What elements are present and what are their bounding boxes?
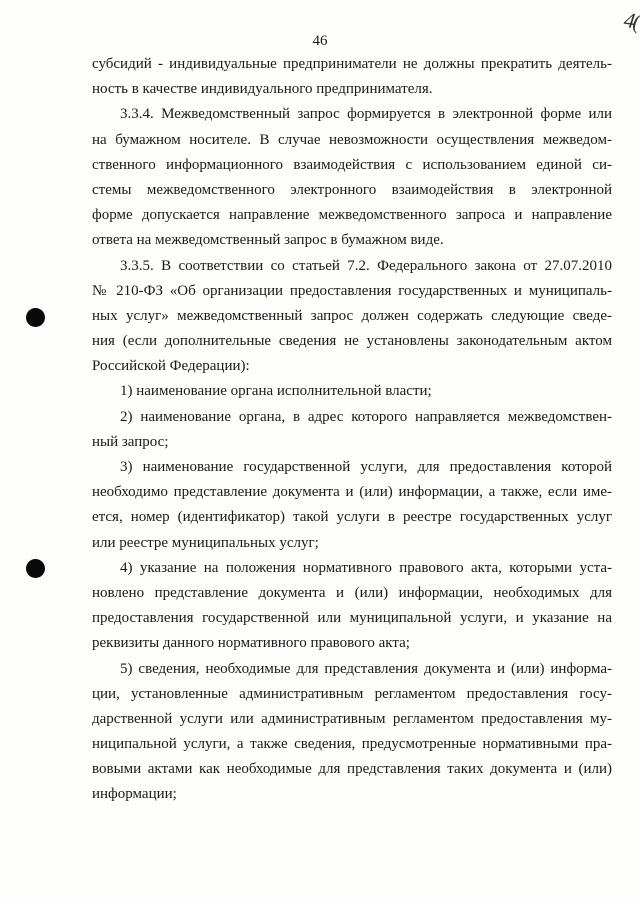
text-line: ется, номер (идентификатор) такой услуги в реестре государственных услуг	[92, 509, 612, 526]
text-line: новлено представление документа и (или) информации, необходимых для	[92, 584, 612, 601]
page-number: 46	[312, 33, 328, 49]
text-line: ния (если дополнительные сведения не установлены законодательным актом	[92, 333, 612, 350]
text-line: ответа на межведомственный запрос в бумажном виде.	[92, 232, 444, 249]
text-line: стемы межведомственного электронного взаимодействия в электронной	[92, 181, 612, 198]
text-line: ции, установленные административным регламентом предоставления госу-	[92, 685, 612, 702]
text-line: 3.3.4. Межведомственный запрос формируется в электронной форме или	[120, 106, 612, 123]
text-line: ных услуг» межведомственный запрос должен содержать следующие сведе-	[92, 307, 612, 324]
text-line: 5) сведения, необходимые для представления документа и (или) информа-	[120, 660, 612, 677]
text-line: субсидий - индивидуальные предприниматели не должны прекратить деятель-	[92, 56, 612, 72]
text-line: на бумажном носителе. В случае невозможности осуществления межведом-	[92, 131, 612, 148]
punch-hole	[26, 308, 45, 327]
text-line: 4) указание на положения нормативного правового акта, которыми уста-	[120, 559, 612, 576]
document-body	[92, 52, 612, 808]
text-line: информации;	[92, 786, 177, 803]
text-line: ственного информационного взаимодействия с использованием единой си-	[92, 156, 612, 173]
text-line: или реестре муниципальных услуг;	[92, 534, 319, 551]
text-line: ный запрос;	[92, 433, 169, 450]
text-line: 3.3.5. В соответствии со статьей 7.2. Федерального закона от 27.07.2010	[120, 257, 612, 274]
text-line: предоставления государственной или муниципальной услуги, и указание на	[92, 610, 612, 627]
text-line: 3) наименование государственной услуги, для предоставления которой	[120, 459, 612, 475]
text-line: 1) наименование органа исполнительной власти;	[120, 383, 432, 400]
text-line: ность в качестве индивидуального предпринимателя.	[92, 81, 433, 98]
text-line: вовыми актами как необходимые для представления таких документа и (или)	[92, 761, 612, 778]
text-line: необходимо представление документа и (или) информации, а также, если име-	[92, 484, 612, 501]
text-line: 2) наименование органа, в адрес которого направляется межведомствен-	[120, 408, 612, 425]
punch-hole	[26, 559, 45, 578]
text-line: форме допускается направление межведомственного запроса и направление	[92, 207, 612, 224]
text-line: ниципальной услуги, а также сведения, предусмотренные нормативными пра-	[92, 736, 612, 753]
handwritten-page-mark: 4(	[622, 7, 640, 34]
text-line: дарственной услуги или административным регламентом предоставления му-	[92, 710, 612, 727]
text-line: реквизиты данного нормативного правового акта;	[92, 635, 410, 652]
text-line: Российской Федерации):	[92, 358, 250, 375]
text-line: № 210-ФЗ «Об организации предоставления государственных и муниципаль-	[92, 282, 612, 299]
